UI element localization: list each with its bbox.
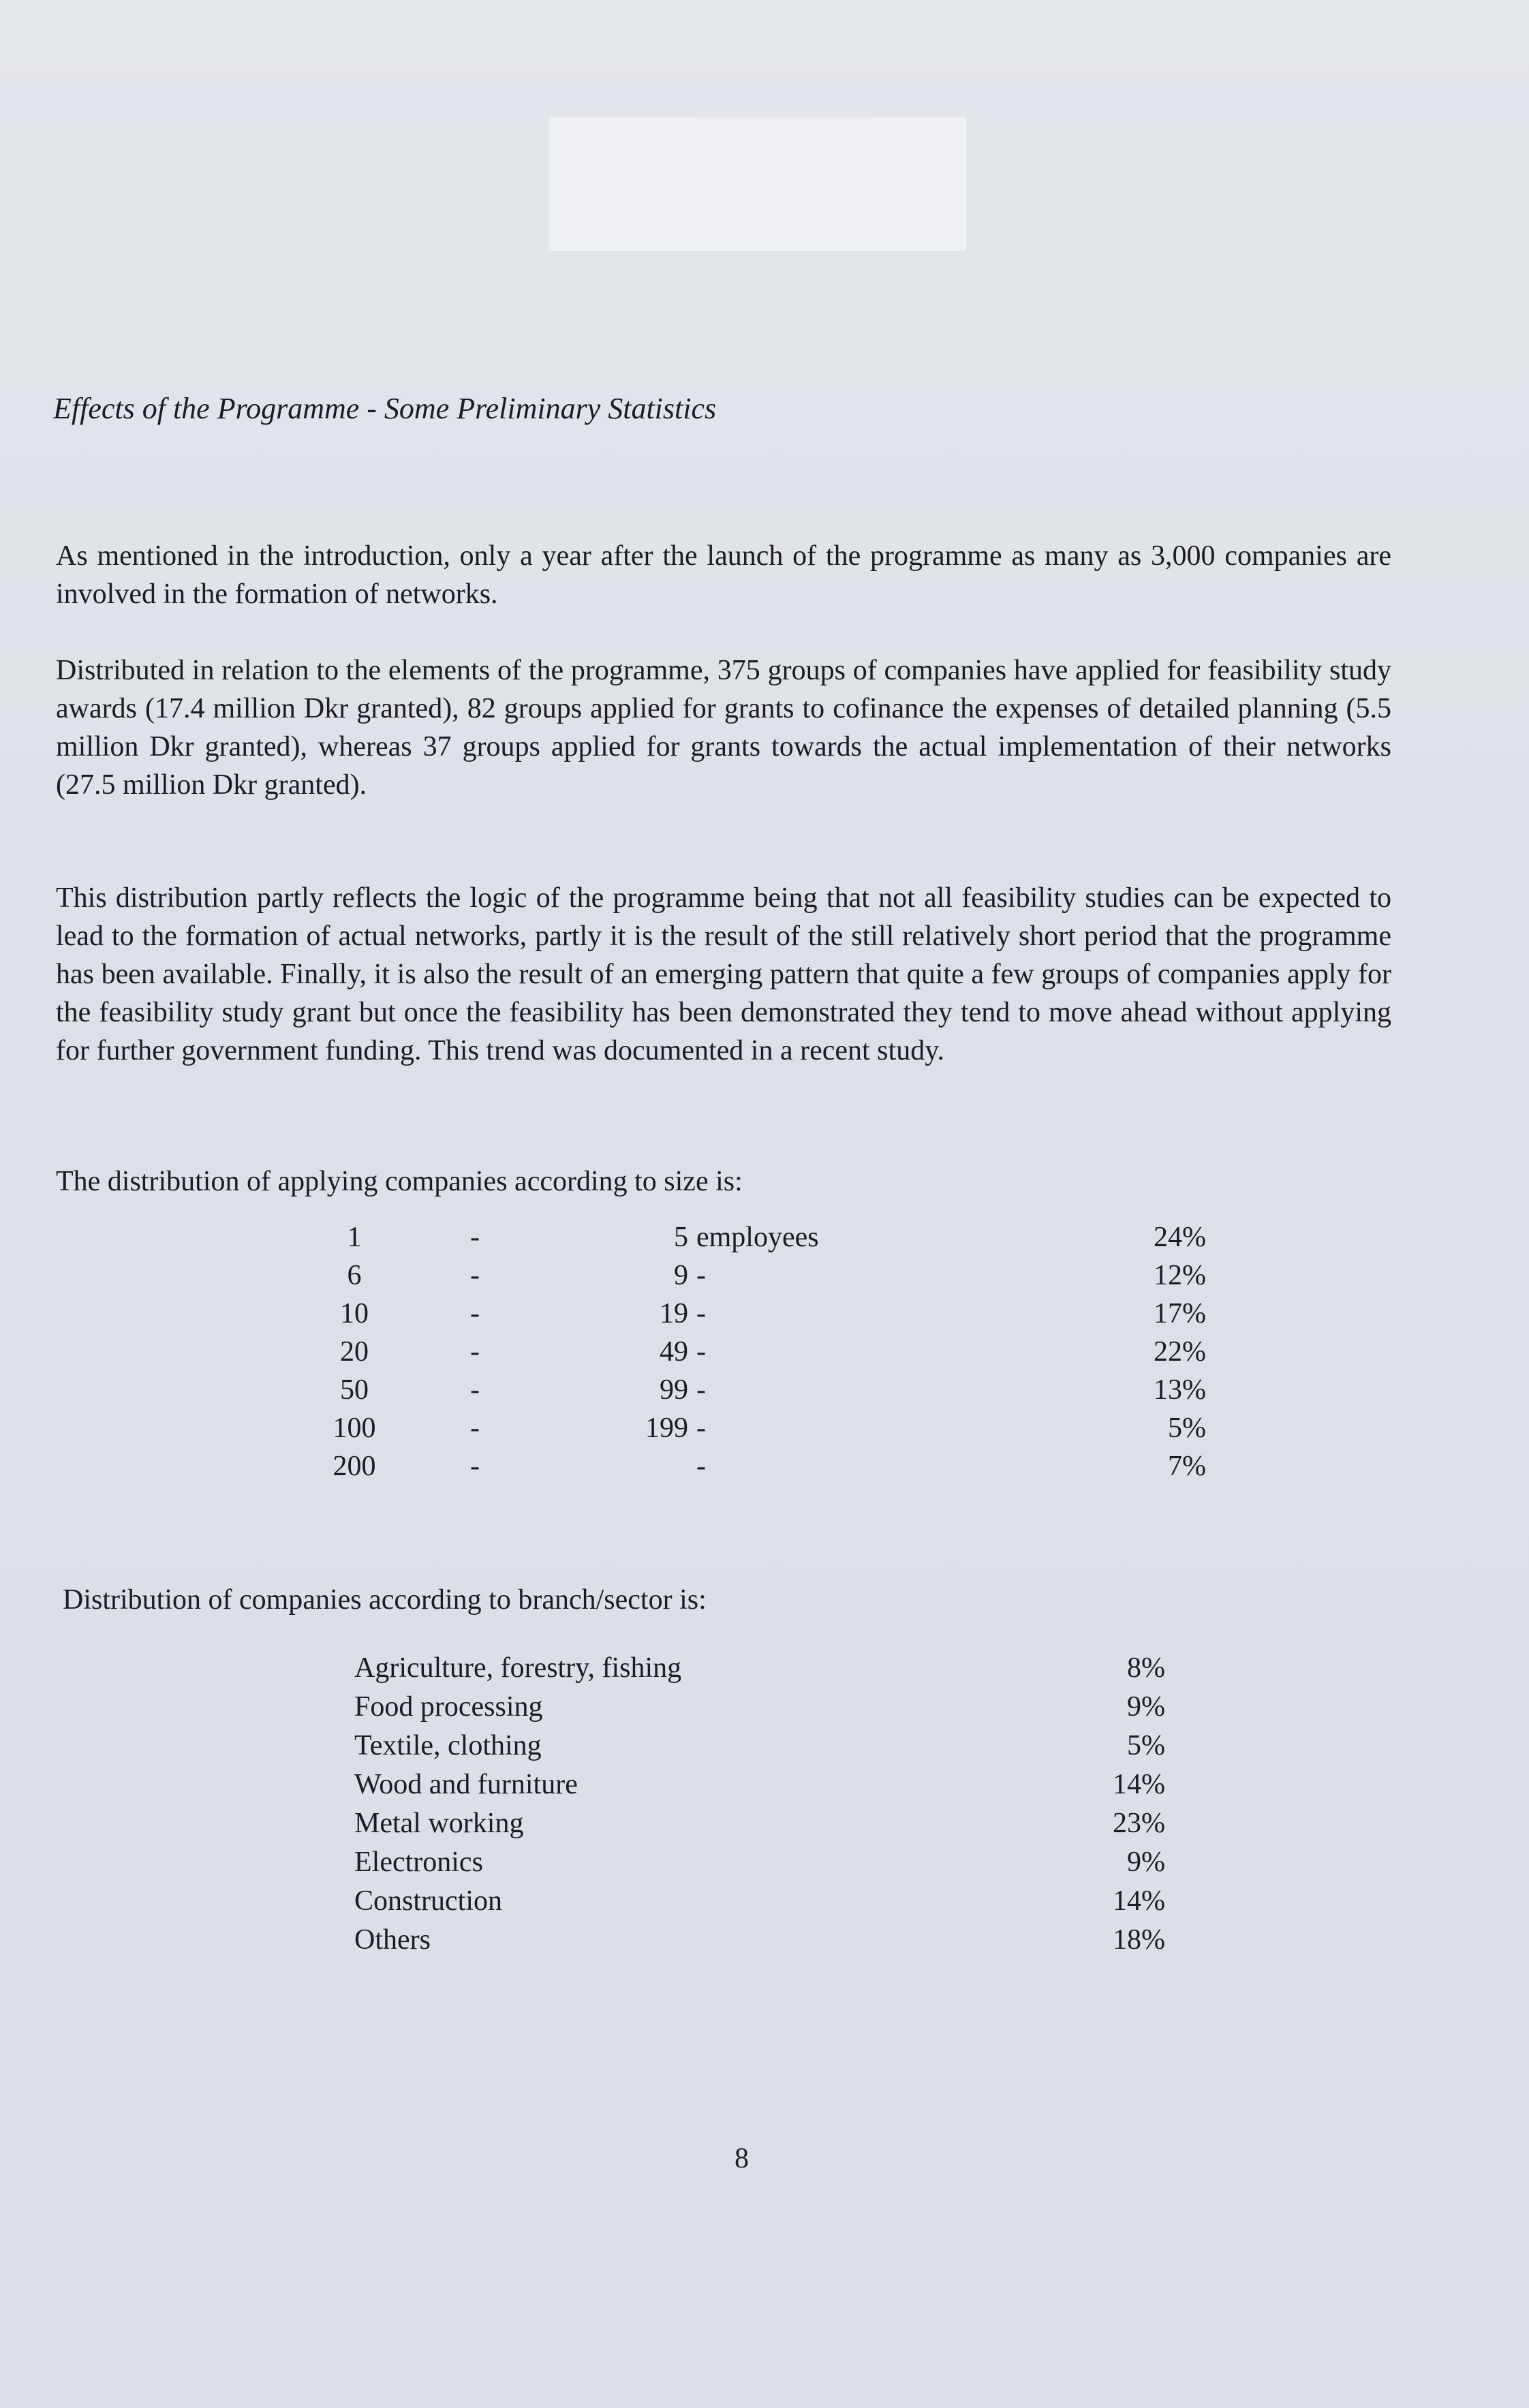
sector-percentage: 9% (1127, 1691, 1165, 1723)
size-percentage: 22% (1154, 1336, 1206, 1368)
sector-name: Others (354, 1924, 431, 1956)
sector-name: Food processing (354, 1691, 543, 1723)
size-dash: - (470, 1298, 480, 1329)
page-number: 8 (735, 2143, 749, 2174)
sector-percentage: 9% (1127, 1847, 1165, 1878)
sector-name: Electronics (354, 1847, 483, 1878)
sector-percentage: 14% (1113, 1885, 1165, 1917)
table-row (354, 1691, 1165, 1729)
table-row (307, 1259, 1206, 1297)
size-to: 199 (645, 1413, 688, 1444)
table-row (307, 1336, 1206, 1374)
size-distribution-table (307, 1221, 1206, 1488)
table-row (307, 1412, 1206, 1450)
table-row (307, 1450, 1206, 1488)
table-row (307, 1297, 1206, 1336)
paragraph-distribution: Distributed in relation to the elements of the programme, 375 groups of companies have applied for feasibility study awards (17.4 million Dkr granted), 82 groups applied for grants to cofinance the expenses of detailed planning (5.5 million Dkr granted), whereas 37 groups applied for grants towards the actual implementation of their networks (27.5 million Dkr granted). (56, 655, 1391, 801)
size-dash: - (470, 1222, 480, 1253)
blank-patch (549, 117, 966, 251)
size-to: 99 (660, 1374, 688, 1406)
sector-name: Wood and furniture (354, 1769, 578, 1800)
size-percentage: 7% (1168, 1451, 1206, 1482)
sector-percentage: 14% (1113, 1769, 1165, 1800)
size-percentage: 12% (1154, 1260, 1206, 1291)
size-dash: - (470, 1451, 480, 1482)
sector-percentage: 18% (1113, 1924, 1165, 1956)
paragraph-logic: This distribution partly reflects the logic of the programme being that not all feasibility studies can be expected to lead to the formation of actual networks, partly it is the result of the still relatively short period that the programme has been available. Finally, it is also the result of an emerging pattern that quite a few groups of companies apply for the feasibility study grant but once the feasibility has been demonstrated they tend to move ahead without applying for further government funding. This trend was documented in a recent study. (56, 882, 1391, 1066)
size-from: 10 (340, 1298, 369, 1329)
size-suffix: - (696, 1413, 706, 1444)
size-dash: - (470, 1260, 480, 1291)
sector-table-intro: Distribution of companies according to branch/sector is: (63, 1584, 707, 1616)
table-row (354, 1885, 1165, 1924)
sector-name: Agriculture, forestry, fishing (354, 1652, 682, 1684)
sector-name: Textile, clothing (354, 1730, 542, 1761)
table-row (354, 1768, 1165, 1807)
table-row (307, 1221, 1206, 1259)
size-to: 9 (674, 1260, 688, 1291)
size-from: 50 (340, 1374, 369, 1406)
size-suffix: - (696, 1298, 706, 1329)
paragraph-intro: As mentioned in the introduction, only a year after the launch of the programme as many as 3,000 companies are involved in the formation of networks. (56, 540, 1391, 610)
table-row (354, 1846, 1165, 1885)
size-dash: - (470, 1374, 480, 1406)
size-dash: - (470, 1336, 480, 1368)
size-from: 100 (333, 1413, 376, 1444)
size-from: 20 (340, 1336, 369, 1368)
size-suffix: - (696, 1374, 706, 1406)
size-from: 1 (347, 1222, 362, 1253)
sector-percentage: 5% (1127, 1730, 1165, 1761)
size-percentage: 24% (1154, 1222, 1206, 1253)
sector-distribution-table (354, 1652, 1165, 1962)
table-row (354, 1807, 1165, 1846)
sector-name: Construction (354, 1885, 502, 1917)
table-row (354, 1924, 1165, 1962)
table-row (354, 1729, 1165, 1768)
size-from: 6 (347, 1260, 362, 1291)
size-to: 19 (660, 1298, 688, 1329)
sector-percentage: 8% (1127, 1652, 1165, 1684)
section-heading: Effects of the Programme - Some Preliminary Statistics (53, 392, 717, 425)
table-row (307, 1374, 1206, 1412)
size-percentage: 17% (1154, 1298, 1206, 1329)
size-table-intro: The distribution of applying companies according to size is: (56, 1166, 743, 1197)
sector-percentage: 23% (1113, 1808, 1165, 1839)
size-suffix: - (696, 1451, 706, 1482)
size-suffix: - (696, 1336, 706, 1368)
sector-name: Metal working (354, 1808, 524, 1839)
size-dash: - (470, 1413, 480, 1444)
size-to: 5 (674, 1222, 688, 1253)
table-row (354, 1652, 1165, 1691)
size-to: 49 (660, 1336, 688, 1368)
size-suffix: employees (696, 1222, 819, 1253)
size-from: 200 (333, 1451, 376, 1482)
size-percentage: 5% (1168, 1413, 1206, 1444)
size-suffix: - (696, 1260, 706, 1291)
size-percentage: 13% (1154, 1374, 1206, 1406)
